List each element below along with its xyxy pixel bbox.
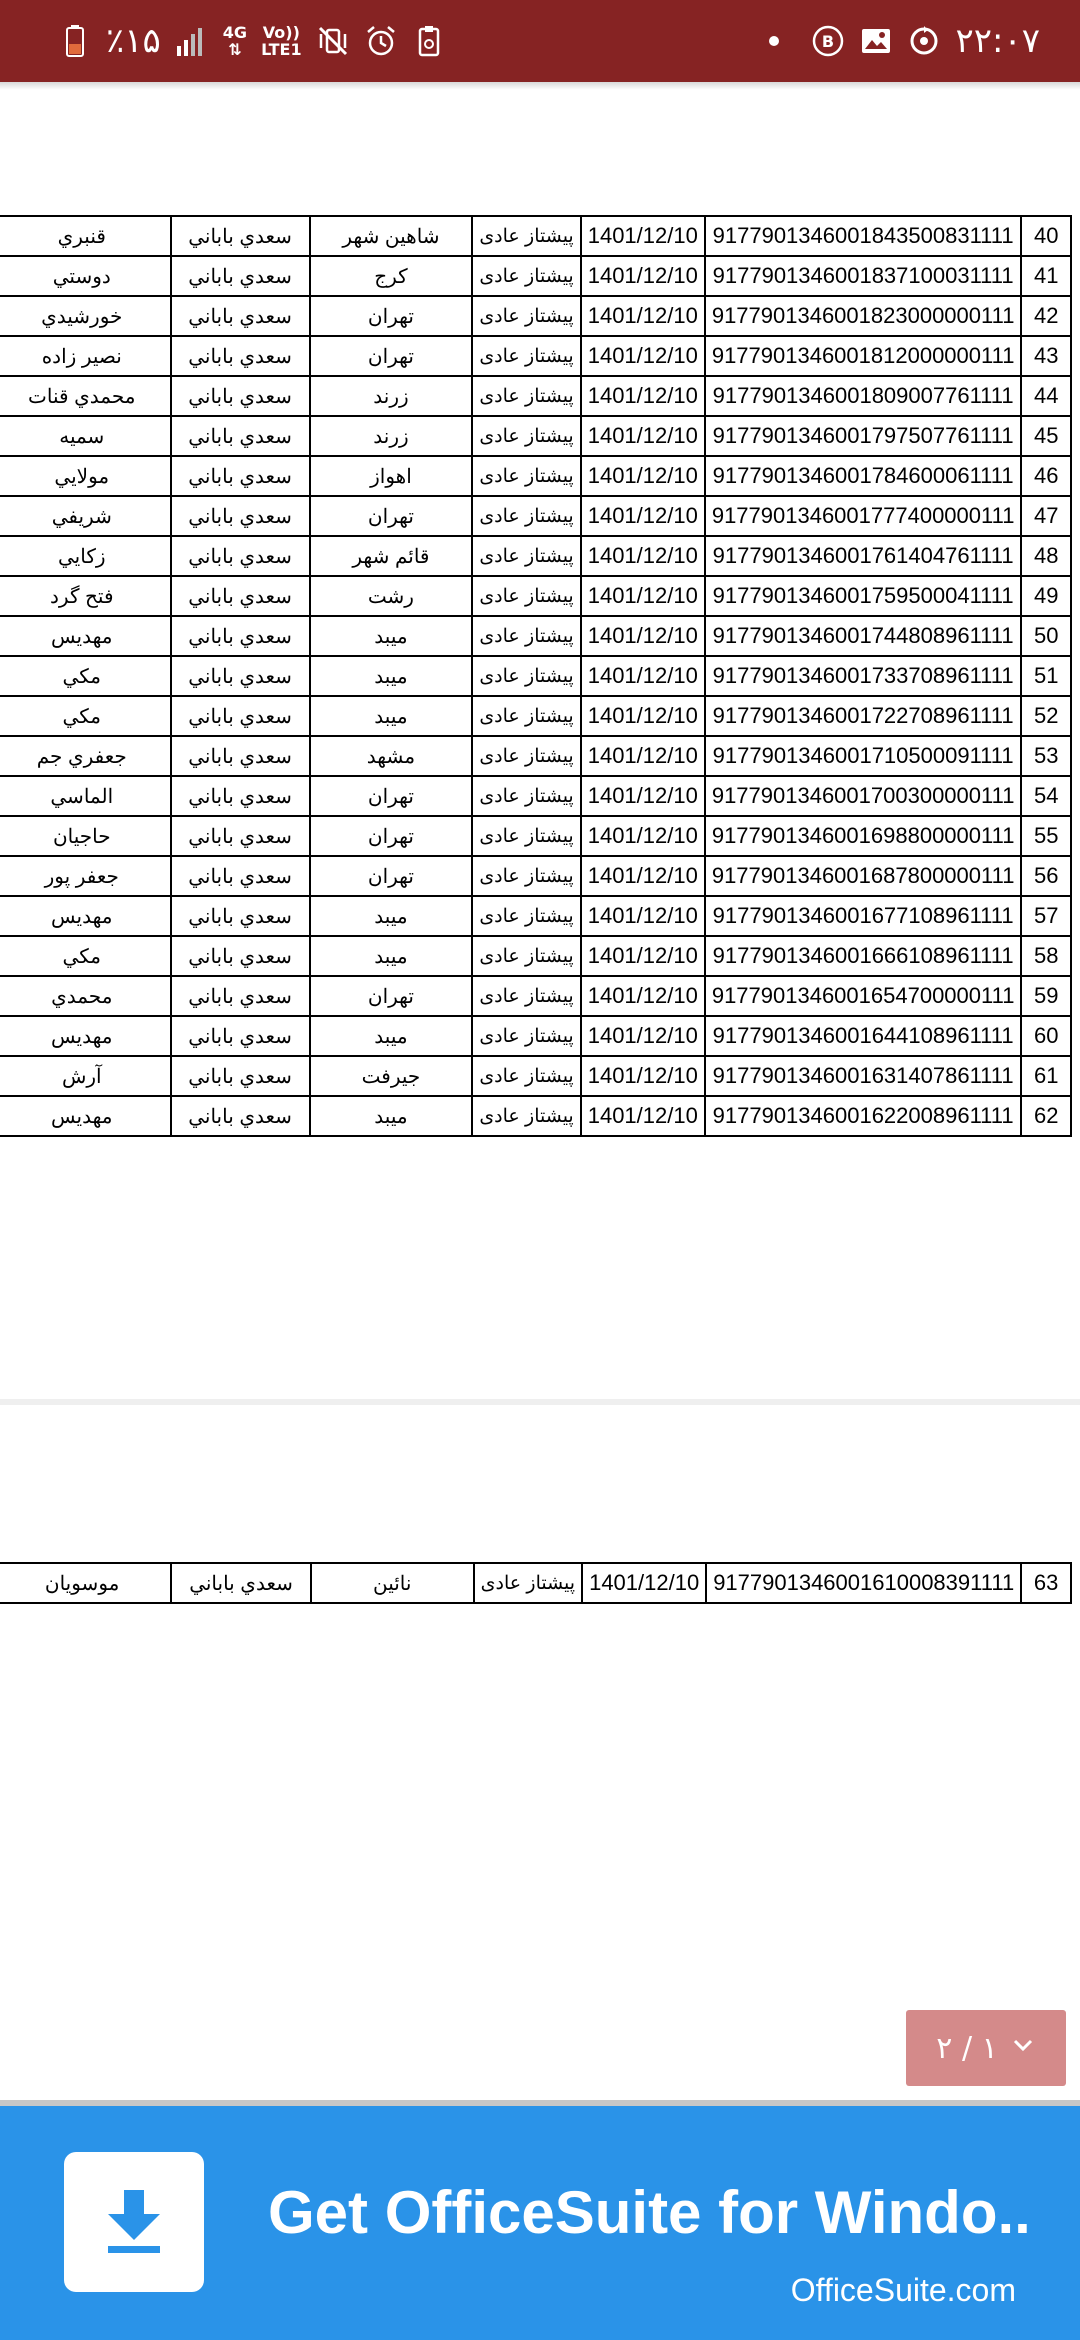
sender-cell: سعدي باباني	[171, 696, 310, 736]
table-row	[0, 776, 1071, 816]
row-number-cell: 55	[1021, 816, 1071, 856]
sender-cell: سعدي باباني	[171, 456, 310, 496]
row-number-cell: 41	[1021, 256, 1071, 296]
tracking-code-cell: 9177901346001722708961111	[705, 696, 1022, 736]
date-cell: 1401/12/10	[581, 616, 705, 656]
table-row	[0, 216, 1071, 256]
city-cell: زرند	[310, 376, 473, 416]
row-number-cell: 56	[1021, 856, 1071, 896]
city-cell: مشهد	[310, 736, 473, 776]
tracking-code-cell: 9177901346001610008391111	[706, 1563, 1021, 1603]
shipment-type-cell: پیشتاز عادی	[474, 1563, 582, 1603]
sender-cell: سعدي باباني	[171, 856, 310, 896]
battery-icon	[58, 24, 92, 58]
recipient-name-cell: مهديس	[0, 896, 171, 936]
date-cell: 1401/12/10	[581, 1096, 705, 1136]
sender-cell: سعدي باباني	[171, 256, 310, 296]
table-row	[0, 336, 1071, 376]
city-cell: اهواز	[310, 456, 473, 496]
recipient-name-cell: مهديس	[0, 1096, 171, 1136]
sender-cell: سعدي باباني	[171, 216, 310, 256]
table-row	[0, 616, 1071, 656]
tracking-code-cell: 9177901346001698800000111	[705, 816, 1022, 856]
city-cell: ميبد	[310, 1016, 473, 1056]
tracking-code-cell: 9177901346001843500831111	[705, 216, 1022, 256]
shipment-type-cell: پیشتاز عادی	[472, 936, 580, 976]
recipient-name-cell: مولايي	[0, 456, 171, 496]
city-cell: تهران	[310, 816, 473, 856]
city-cell: زرند	[310, 416, 473, 456]
city-cell: رشت	[310, 576, 473, 616]
ad-banner[interactable]	[0, 2100, 1080, 2340]
row-number-cell: 59	[1021, 976, 1071, 1016]
download-icon	[64, 2152, 204, 2292]
sender-cell: سعدي باباني	[171, 896, 310, 936]
sender-cell: سعدي باباني	[171, 736, 310, 776]
tracking-code-cell: 9177901346001733708961111	[705, 656, 1022, 696]
date-cell: 1401/12/10	[581, 656, 705, 696]
svg-text:B: B	[822, 32, 835, 51]
date-cell: 1401/12/10	[581, 1056, 705, 1096]
city-cell: شاهین شهر	[310, 216, 473, 256]
recipient-name-cell: مكي	[0, 696, 171, 736]
shipment-type-cell: پیشتاز عادی	[472, 296, 580, 336]
clock: ۲۲:۰۷	[955, 21, 1040, 61]
date-cell: 1401/12/10	[581, 1016, 705, 1056]
row-number-cell: 45	[1021, 416, 1071, 456]
row-number-cell: 47	[1021, 496, 1071, 536]
row-number-cell: 51	[1021, 656, 1071, 696]
shipment-type-cell: پیشتاز عادی	[472, 576, 580, 616]
city-cell: تهران	[310, 336, 473, 376]
recipient-name-cell: زكايي	[0, 536, 171, 576]
ad-title: Get OfficeSuite for Windo..	[268, 2179, 1031, 2246]
tracking-code-cell: 9177901346001644108961111	[705, 1016, 1022, 1056]
table-row	[0, 376, 1071, 416]
table-row	[0, 976, 1071, 1016]
shipment-type-cell: پیشتاز عادی	[472, 616, 580, 656]
table-row	[0, 536, 1071, 576]
shipment-type-cell: پیشتاز عادی	[472, 536, 580, 576]
row-number-cell: 43	[1021, 336, 1071, 376]
shipment-type-cell: پیشتاز عادی	[472, 416, 580, 456]
tracking-code-cell: 9177901346001744808961111	[705, 616, 1022, 656]
table-row	[0, 256, 1071, 296]
row-number-cell: 48	[1021, 536, 1071, 576]
city-cell: ميبد	[310, 616, 473, 656]
volte-indicator: Vo)) LTE1	[261, 23, 302, 59]
city-cell: جيرفت	[310, 1056, 473, 1096]
row-number-cell: 52	[1021, 696, 1071, 736]
gallery-icon	[859, 24, 893, 58]
tracking-code-cell: 9177901346001809007761111	[705, 376, 1022, 416]
city-cell: ميبد	[310, 936, 473, 976]
row-number-cell: 44	[1021, 376, 1071, 416]
table-row	[0, 656, 1071, 696]
city-cell: تهران	[310, 976, 473, 1016]
sync-icon	[907, 24, 941, 58]
shipment-type-cell: پیشتاز عادی	[472, 376, 580, 416]
row-number-cell: 50	[1021, 616, 1071, 656]
shipment-type-cell: پیشتاز عادی	[472, 696, 580, 736]
shipment-type-cell: پیشتاز عادی	[472, 816, 580, 856]
recipient-name-cell: نصير زاده	[0, 336, 171, 376]
table-row	[0, 1096, 1071, 1136]
date-cell: 1401/12/10	[581, 216, 705, 256]
tracking-code-cell: 9177901346001677108961111	[705, 896, 1022, 936]
date-cell: 1401/12/10	[582, 1563, 706, 1603]
tracking-code-cell: 9177901346001654700000111	[705, 976, 1022, 1016]
city-cell: ميبد	[310, 1096, 473, 1136]
recipient-name-cell: موسويان	[0, 1563, 171, 1603]
table-row	[0, 736, 1071, 776]
page-divider	[0, 1399, 1080, 1405]
shipment-type-cell: پیشتاز عادی	[472, 776, 580, 816]
status-bar	[0, 0, 1080, 82]
table-row	[0, 496, 1071, 536]
date-cell: 1401/12/10	[581, 816, 705, 856]
sender-cell: سعدي باباني	[171, 936, 310, 976]
sender-cell: سعدي باباني	[171, 656, 310, 696]
tracking-code-cell: 9177901346001837100031111	[705, 256, 1022, 296]
recipient-name-cell: شريفي	[0, 496, 171, 536]
shipment-table-page-2	[0, 1562, 1072, 1604]
shipment-type-cell: پیشتاز عادی	[472, 856, 580, 896]
date-cell: 1401/12/10	[581, 336, 705, 376]
row-number-cell: 58	[1021, 936, 1071, 976]
city-cell: ميبد	[310, 656, 473, 696]
row-number-cell: 40	[1021, 216, 1071, 256]
battery-percent: ٪۱۵	[106, 21, 161, 61]
row-number-cell: 61	[1021, 1056, 1071, 1096]
date-cell: 1401/12/10	[581, 256, 705, 296]
row-number-cell: 49	[1021, 576, 1071, 616]
shipment-type-cell: پیشتاز عادی	[472, 1016, 580, 1056]
tracking-code-cell: 9177901346001761404761111	[705, 536, 1022, 576]
table-row	[0, 696, 1071, 736]
recipient-name-cell: سميه	[0, 416, 171, 456]
sender-cell: سعدي باباني	[171, 976, 310, 1016]
recipient-name-cell: حاجيان	[0, 816, 171, 856]
tracking-code-cell: 9177901346001797507761111	[705, 416, 1022, 456]
table-row	[0, 456, 1071, 496]
date-cell: 1401/12/10	[581, 776, 705, 816]
city-cell: تهران	[310, 776, 473, 816]
signal-icon	[175, 24, 209, 58]
city-cell: ميبد	[310, 896, 473, 936]
shipment-type-cell: پیشتاز عادی	[472, 1096, 580, 1136]
tracking-code-cell: 9177901346001622008961111	[705, 1096, 1022, 1136]
row-number-cell: 46	[1021, 456, 1071, 496]
recipient-name-cell: مكي	[0, 936, 171, 976]
recipient-name-cell: آرش	[0, 1056, 171, 1096]
recipient-name-cell: مكي	[0, 656, 171, 696]
recipient-name-cell: قنبري	[0, 216, 171, 256]
table-row	[0, 816, 1071, 856]
sender-cell: سعدي باباني	[171, 576, 310, 616]
alarm-icon	[364, 24, 398, 58]
shipment-type-cell: پیشتاز عادی	[472, 736, 580, 776]
shipment-type-cell: پیشتاز عادی	[472, 256, 580, 296]
row-number-cell: 57	[1021, 896, 1071, 936]
city-cell: قائم شهر	[310, 536, 473, 576]
recipient-name-cell: دوستي	[0, 256, 171, 296]
tracking-code-cell: 9177901346001823000000111	[705, 296, 1022, 336]
table-row	[0, 1056, 1071, 1096]
recipient-name-cell: جعفري جم	[0, 736, 171, 776]
tracking-code-cell: 9177901346001700300000111	[705, 776, 1022, 816]
sender-cell: سعدي باباني	[171, 616, 310, 656]
sender-cell: سعدي باباني	[171, 1016, 310, 1056]
date-cell: 1401/12/10	[581, 456, 705, 496]
city-cell: تهران	[310, 856, 473, 896]
shipment-type-cell: پیشتاز عادی	[472, 896, 580, 936]
sender-cell: سعدي باباني	[171, 296, 310, 336]
recipient-name-cell: مهديس	[0, 1016, 171, 1056]
table-row	[0, 856, 1071, 896]
recipient-name-cell: مهديس	[0, 616, 171, 656]
clipboard-icon	[412, 24, 446, 58]
chevron-down-icon	[1010, 2031, 1036, 2066]
date-cell: 1401/12/10	[581, 856, 705, 896]
date-cell: 1401/12/10	[581, 976, 705, 1016]
date-cell: 1401/12/10	[581, 536, 705, 576]
b-badge-icon	[811, 24, 845, 58]
tracking-code-cell: 9177901346001710500091111	[705, 736, 1022, 776]
row-number-cell: 54	[1021, 776, 1071, 816]
table-row	[0, 896, 1071, 936]
notification-dot-icon	[769, 36, 779, 46]
date-cell: 1401/12/10	[581, 696, 705, 736]
city-cell: نائين	[311, 1563, 474, 1603]
tracking-code-cell: 9177901346001812000000111	[705, 336, 1022, 376]
date-cell: 1401/12/10	[581, 936, 705, 976]
date-cell: 1401/12/10	[581, 496, 705, 536]
tracking-code-cell: 9177901346001631407861111	[705, 1056, 1022, 1096]
tracking-code-cell: 9177901346001759500041111	[705, 576, 1022, 616]
page-indicator-button[interactable]	[906, 2010, 1066, 2086]
shipment-type-cell: پیشتاز عادی	[472, 1056, 580, 1096]
page-indicator-label: ۲ / ۱	[936, 2030, 998, 2066]
tracking-code-cell: 9177901346001687800000111	[705, 856, 1022, 896]
tracking-code-cell: 9177901346001784600061111	[705, 456, 1022, 496]
row-number-cell: 42	[1021, 296, 1071, 336]
row-number-cell: 62	[1021, 1096, 1071, 1136]
date-cell: 1401/12/10	[581, 296, 705, 336]
shipment-type-cell: پیشتاز عادی	[472, 496, 580, 536]
date-cell: 1401/12/10	[581, 896, 705, 936]
sender-cell: سعدي باباني	[171, 1096, 310, 1136]
recipient-name-cell: خورشيدي	[0, 296, 171, 336]
date-cell: 1401/12/10	[581, 416, 705, 456]
sender-cell: سعدي باباني	[171, 496, 310, 536]
table-row	[0, 296, 1071, 336]
table-row	[0, 416, 1071, 456]
recipient-name-cell: محمدي قنات	[0, 376, 171, 416]
sender-cell: سعدي باباني	[171, 776, 310, 816]
city-cell: ميبد	[310, 696, 473, 736]
table-row	[0, 576, 1071, 616]
table-row	[0, 1016, 1071, 1056]
ad-subtitle: OfficeSuite.com	[790, 2272, 1016, 2308]
date-cell: 1401/12/10	[581, 576, 705, 616]
recipient-name-cell: محمدي	[0, 976, 171, 1016]
shipment-table	[0, 215, 1072, 1137]
row-number-cell: 53	[1021, 736, 1071, 776]
shipment-type-cell: پیشتاز عادی	[472, 216, 580, 256]
table-row	[0, 1563, 1071, 1603]
recipient-name-cell: الماسي	[0, 776, 171, 816]
recipient-name-cell: جعفر پور	[0, 856, 171, 896]
shipment-type-cell: پیشتاز عادی	[472, 976, 580, 1016]
recipient-name-cell: فتح گرد	[0, 576, 171, 616]
sender-cell: سعدي باباني	[171, 536, 310, 576]
city-cell: تهران	[310, 296, 473, 336]
tracking-code-cell: 9177901346001777400000111	[705, 496, 1022, 536]
city-cell: تهران	[310, 496, 473, 536]
network-type: 4G ⇅	[222, 23, 248, 59]
sender-cell: سعدي باباني	[171, 1056, 310, 1096]
sender-cell: سعدي باباني	[171, 336, 310, 376]
sender-cell: سعدي باباني	[171, 816, 310, 856]
shipment-type-cell: پیشتاز عادی	[472, 336, 580, 376]
date-cell: 1401/12/10	[581, 376, 705, 416]
table-row	[0, 936, 1071, 976]
shipment-type-cell: پیشتاز عادی	[472, 456, 580, 496]
shipment-type-cell: پیشتاز عادی	[472, 656, 580, 696]
sender-cell: سعدي باباني	[171, 1563, 311, 1603]
city-cell: کرج	[310, 256, 473, 296]
row-number-cell: 63	[1021, 1563, 1071, 1603]
vibrate-off-icon	[316, 24, 350, 58]
sender-cell: سعدي باباني	[171, 376, 310, 416]
tracking-code-cell: 9177901346001666108961111	[705, 936, 1022, 976]
document-top-edge	[0, 82, 1080, 90]
row-number-cell: 60	[1021, 1016, 1071, 1056]
date-cell: 1401/12/10	[581, 736, 705, 776]
sender-cell: سعدي باباني	[171, 416, 310, 456]
